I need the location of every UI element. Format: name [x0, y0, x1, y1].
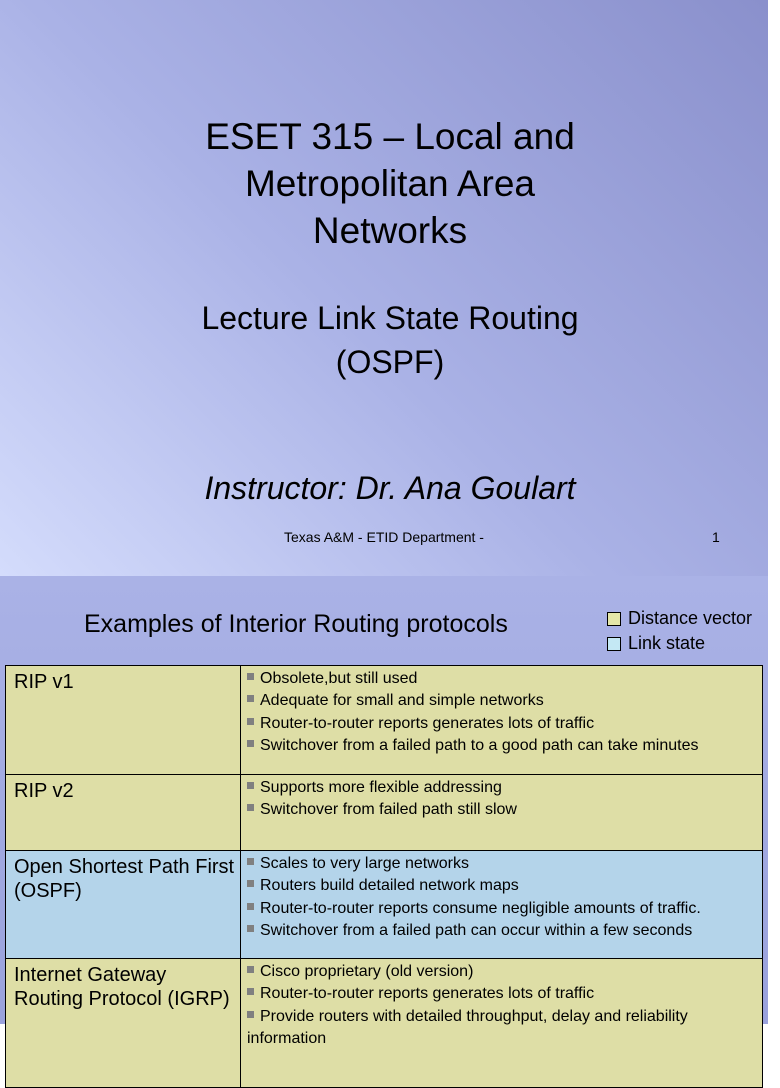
legend-swatch — [607, 637, 621, 651]
legend-label: Link state — [628, 633, 706, 653]
protocol-details — [241, 775, 763, 851]
slide-title — [0, 113, 780, 254]
table-row — [6, 959, 763, 1088]
protocol-name: Internet Gateway Routing Protocol (IGRP) — [6, 959, 241, 1088]
list-item — [247, 898, 758, 920]
instructor-name: Instructor: Dr. Ana Goulart — [204, 470, 576, 506]
slide-footer: Texas A&M - ETID Department - — [284, 529, 484, 545]
bullet-text: Provide routers with detailed throughput, delay and reliability information — [247, 1007, 688, 1048]
protocol-details — [241, 959, 763, 1088]
bullet-icon — [247, 740, 254, 747]
legend — [607, 606, 752, 656]
protocol-details — [241, 666, 763, 775]
list-item — [247, 961, 758, 983]
list-item — [247, 853, 758, 875]
bullet-icon — [247, 880, 254, 887]
legend-label: Distance vector — [628, 608, 753, 628]
slide-title-line: Metropolitan Area — [244, 163, 535, 204]
bullet-icon — [247, 1011, 254, 1018]
bullet-text: Router-to-router reports consume negligible amounts of traffic. — [260, 899, 701, 917]
bullet-text: Routers build detailed network maps — [260, 877, 519, 895]
list-item — [247, 875, 758, 897]
bullet-icon — [247, 988, 254, 995]
bullet-icon — [247, 903, 254, 910]
legend-item — [607, 631, 752, 656]
bullet-icon — [247, 804, 254, 811]
bullet-icon — [247, 966, 254, 973]
list-item — [247, 1006, 758, 1051]
legend-item — [607, 606, 752, 631]
list-item — [247, 920, 758, 942]
protocols-slide — [0, 576, 768, 1048]
table-row — [6, 851, 763, 959]
bullet-text: Scales to very large networks — [260, 855, 469, 872]
bullet-icon — [247, 782, 254, 789]
table-row — [6, 666, 763, 775]
protocol-name: RIP v2 — [6, 775, 241, 851]
bullet-icon — [247, 673, 254, 680]
slide-subtitle — [0, 296, 780, 384]
list-item — [247, 735, 758, 757]
list-item — [247, 799, 758, 821]
bullet-icon — [247, 695, 254, 702]
list-item — [247, 777, 758, 799]
slide-subtitle-line: Lecture Link State Routing — [201, 300, 579, 336]
slide-title-line: ESET 315 – Local and — [205, 116, 575, 157]
bullet-text: Switchover from a failed path can occur within a few seconds — [260, 922, 693, 940]
bullet-icon — [247, 858, 254, 865]
slide-title: Examples of Interior Routing protocols — [84, 610, 508, 638]
protocol-name: Open Shortest Path First (OSPF) — [6, 851, 241, 959]
bullet-icon — [247, 718, 254, 725]
legend-swatch — [607, 612, 621, 626]
bullet-text: Switchover from a failed path to a good path can take minutes — [260, 737, 699, 755]
bullet-text: Switchover from failed path still slow — [260, 801, 517, 819]
protocol-details — [241, 851, 763, 959]
slide-subtitle-line: (OSPF) — [335, 344, 445, 380]
list-item — [247, 690, 758, 712]
bullet-text: Adequate for small and simple networks — [260, 692, 544, 710]
bullet-text: Cisco proprietary (old version) — [260, 963, 474, 980]
bullet-icon — [247, 925, 254, 932]
protocols-table — [5, 665, 763, 1088]
list-item — [247, 668, 758, 690]
page-number: 1 — [712, 529, 720, 545]
list-item — [247, 713, 758, 735]
table-row — [6, 775, 763, 851]
bullet-text: Obsolete,but still used — [260, 670, 418, 687]
bullet-text: Router-to-router reports generates lots of traffic — [260, 985, 595, 1003]
slide-title-line: Networks — [312, 210, 468, 251]
bullet-text: Supports more flexible addressing — [260, 779, 502, 796]
protocol-name: RIP v1 — [6, 666, 241, 775]
bullet-text: Router-to-router reports generates lots of traffic — [260, 714, 595, 732]
list-item — [247, 983, 758, 1005]
